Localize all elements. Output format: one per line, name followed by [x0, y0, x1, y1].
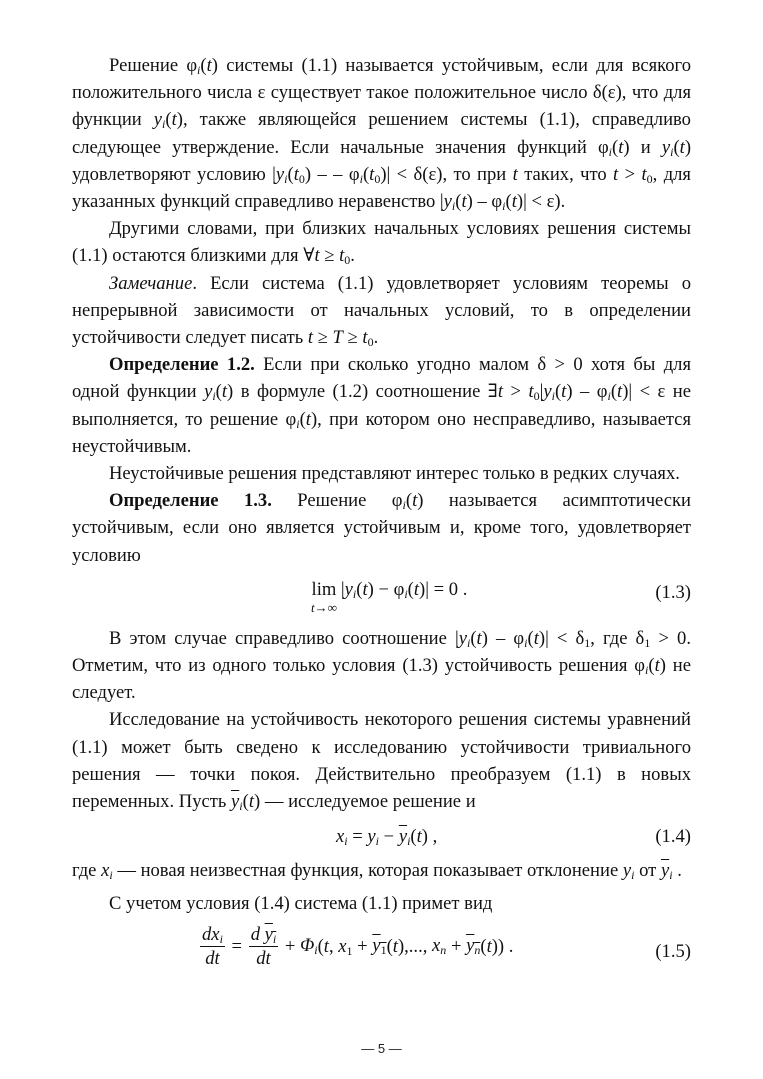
- equation-1-4-formula: $x_i = y_i - \overline{y}_i(t)$ ,: [336, 826, 438, 849]
- paragraph-taking-into-account: С учетом условия (1.4) система (1.1) примет вид: [109, 893, 493, 915]
- definition-1-3: Определение 1.3. Решение $\varphi_i(t)$ называется асимптотически устойчивым, если оно является устойчивым и, кроме того, удовлетворяет условию: [72, 490, 691, 566]
- equation-1-3-number: (1.3): [655, 581, 691, 603]
- equation-1-3-formula: lim t→∞ $|y_i(t) - \varphi_i(t)| = 0$ .: [311, 578, 468, 615]
- paragraph-where-xi: где $x_i$ — новая неизвестная функция, которая показывает отклонение $y_i$ от $\overline{y}_i$ .: [72, 860, 682, 883]
- definition-1-2: Определение 1.2. Если при сколько угодно малом δ > 0 хотя бы для одной функции $y_i(t)$ в формуле (1.2) соотношение ∃t > $t_0|y_i(t) - \varphi_i(t)| < \varepsilon$ не выполняется, то решение $\varphi_i(t)$, при котором оно несправедливо, называется неустойчивым.: [72, 354, 692, 457]
- paragraph-other-words: Другими словами, при близких начальных условиях решения системы (1.1) остаются близкими для ∀t ≥ $t_0$.: [72, 218, 691, 268]
- page-body: [72, 52, 691, 986]
- equation-1-5: [72, 924, 691, 986]
- paragraph-this-case: В этом случае справедливо соотношение $|y_i(t) - \varphi_i(t)| < \delta_1$, где $\delta_1 > 0$. Отметим, что из одного только условия (1.3) устойчивость решения $\varphi_i(t)$ не следует.: [72, 627, 691, 704]
- equation-1-5-formula: $\frac{dx_i}{dt}$ = $\frac{d y_i}{dt}$ + $\Phi_i(t$, $x_1 + y_1(t)$,..., $x_n + y_n(t)$) .: [202, 923, 514, 969]
- paragraph-investigation: Исследование на устойчивость некоторого решения системы уравнений (1.1) может быть сведено к исследованию устойчивости тривиального решения — точки покоя. Действительно преобразуем (1.1) в новых переменных. Пусть $\overline{y}_i(t)$ — исследуемое решение и: [72, 709, 691, 814]
- paragraph-stability-definition: Решение $\varphi_i(t)$ системы (1.1) называется устойчивым, если для всякого положительного числа ε существует такое положительное число δ(ε), что для функции $y_i(t)$, также являющейся решением системы (1.1), справедливо следующее утверждение. Если начальные значения функций $\varphi_i(t)$ и $y_i(t)$ удовлетворяют условию $|y_i(t_0)$ – – $\varphi_i(t_0)| < \delta(\varepsilon)$, то при t таких, что $t > t_0$, для указанных функций справедливо неравенство $|y_i(t) - \varphi_i(t)| < \varepsilon$).: [72, 55, 692, 214]
- equation-1-4: [72, 819, 691, 855]
- equation-1-3: [72, 573, 691, 619]
- paragraph-unstable-rare: Неустойчивые решения представляют интерес только в редких случаях.: [109, 463, 680, 485]
- equation-1-5-number: (1.5): [655, 940, 691, 962]
- page-number: — 5 —: [361, 1041, 402, 1056]
- paragraph-remark: Замечание. Если система (1.1) удовлетворяет условиям теоремы о непрерывной зависимости от начальных условий, то в определении устойчивости следует писать $t \ge T \ge t_0$.: [72, 272, 691, 350]
- equation-1-4-number: (1.4): [655, 826, 691, 848]
